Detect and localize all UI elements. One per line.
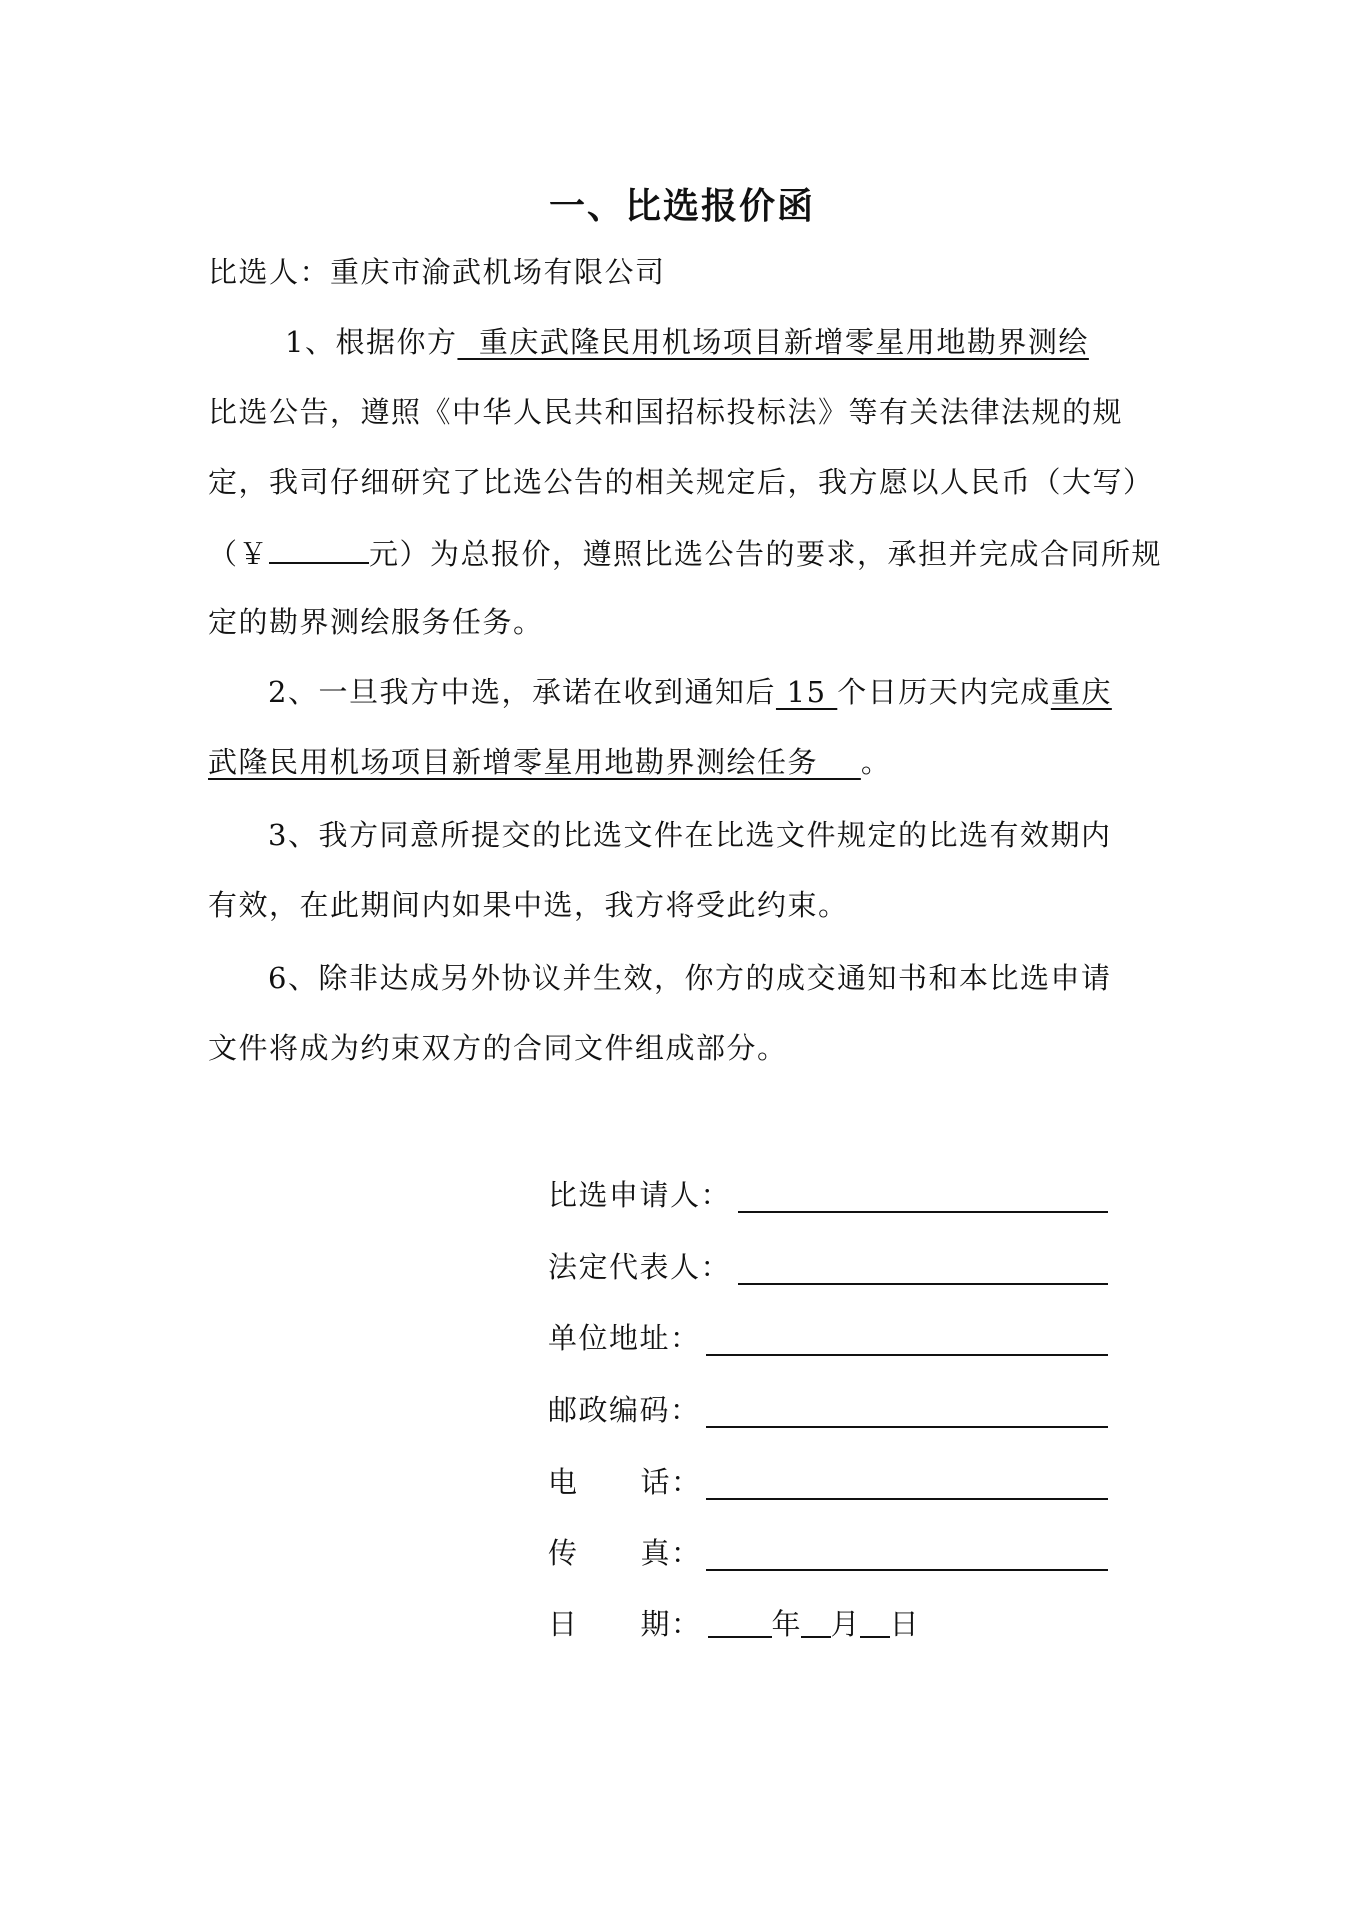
p2-end: 。 — [860, 745, 892, 779]
phone-label-b: 话： — [640, 1465, 702, 1499]
postal-code-row — [548, 1390, 1108, 1430]
legal-rep-label: 法定代表人： — [548, 1250, 732, 1284]
date-label-a: 日 — [548, 1607, 579, 1641]
document-title: 一、比选报价函 — [548, 185, 815, 227]
p1-amount-open: （￥ — [208, 537, 270, 571]
paragraph-1-line-3: 定，我司仔细研究了比选公告的相关规定后，我方愿以人民币（大写） — [208, 465, 1154, 499]
applicant-label: 比选申请人： — [548, 1178, 732, 1212]
day-label: 日 — [889, 1607, 919, 1641]
p2-days: 15 — [775, 675, 838, 709]
month-label: 月 — [830, 1607, 860, 1641]
phone-field[interactable] — [706, 1498, 1108, 1500]
day-field[interactable] — [860, 1604, 890, 1638]
year-field[interactable] — [708, 1604, 772, 1638]
date-row — [548, 1604, 1108, 1644]
year-label: 年 — [771, 1607, 801, 1641]
phone-row — [548, 1462, 1108, 1502]
paragraph-4-line-2: 文件将成为约束双方的合同文件组成部分。 — [208, 1031, 788, 1065]
paragraph-2-line-2 — [208, 742, 1160, 782]
phone-label-a: 电 — [548, 1465, 579, 1499]
fax-row — [548, 1533, 1108, 1573]
p1-project-name: 重庆武隆民用机场项目新增零星用地勘界测绘 — [457, 325, 1089, 359]
fax-label-a: 传 — [548, 1536, 579, 1570]
legal-rep-row — [548, 1247, 1108, 1287]
postal-code-field[interactable] — [706, 1426, 1108, 1428]
paragraph-1-line-1 — [285, 322, 1160, 362]
address-field[interactable] — [706, 1354, 1108, 1356]
paragraph-1-line-2: 比选公告，遵照《中华人民共和国招标投标法》等有关法律法规的规 — [208, 395, 1124, 429]
address-label: 单位地址： — [548, 1321, 701, 1355]
paragraph-1-line-5: 定的勘界测绘服务任务。 — [208, 605, 544, 639]
fax-field[interactable] — [706, 1569, 1108, 1571]
amount-blank[interactable] — [269, 532, 369, 564]
applicant-field[interactable] — [738, 1211, 1108, 1213]
paragraph-3-line-1: 3、我方同意所提交的比选文件在比选文件规定的比选有效期内 — [268, 818, 1112, 852]
applicant-row — [548, 1175, 1108, 1215]
p2-task-part-1: 重庆 — [1050, 675, 1112, 709]
paragraph-3-line-2: 有效，在此期间内如果中选，我方将受此约束。 — [208, 888, 849, 922]
legal-rep-field[interactable] — [738, 1283, 1108, 1285]
p1-amount-close: 元）为总报价，遵照比选公告的要求，承担并完成合同所规 — [369, 537, 1163, 571]
p2-mid: 个日历天内完成 — [837, 675, 1051, 709]
date-label-b: 期： — [640, 1607, 702, 1641]
paragraph-2-line-1 — [268, 672, 1160, 712]
p2-prefix: 2、一旦我方中选，承诺在收到通知后 — [268, 675, 776, 709]
paragraph-1-line-4 — [208, 532, 1163, 574]
fax-label-b: 真： — [640, 1536, 702, 1570]
p2-task-part-2: 武隆民用机场项目新增零星用地勘界测绘任务 — [208, 745, 861, 779]
address-row — [548, 1318, 1108, 1358]
p1-prefix: 1、根据你方 — [285, 325, 458, 359]
paragraph-4-line-1: 6、除非达成另外协议并生效，你方的成交通知书和本比选申请 — [268, 961, 1112, 995]
recipient-line: 比选人：重庆市渝武机场有限公司 — [208, 255, 666, 289]
month-field[interactable] — [801, 1604, 831, 1638]
postal-code-label: 邮政编码： — [548, 1393, 701, 1427]
